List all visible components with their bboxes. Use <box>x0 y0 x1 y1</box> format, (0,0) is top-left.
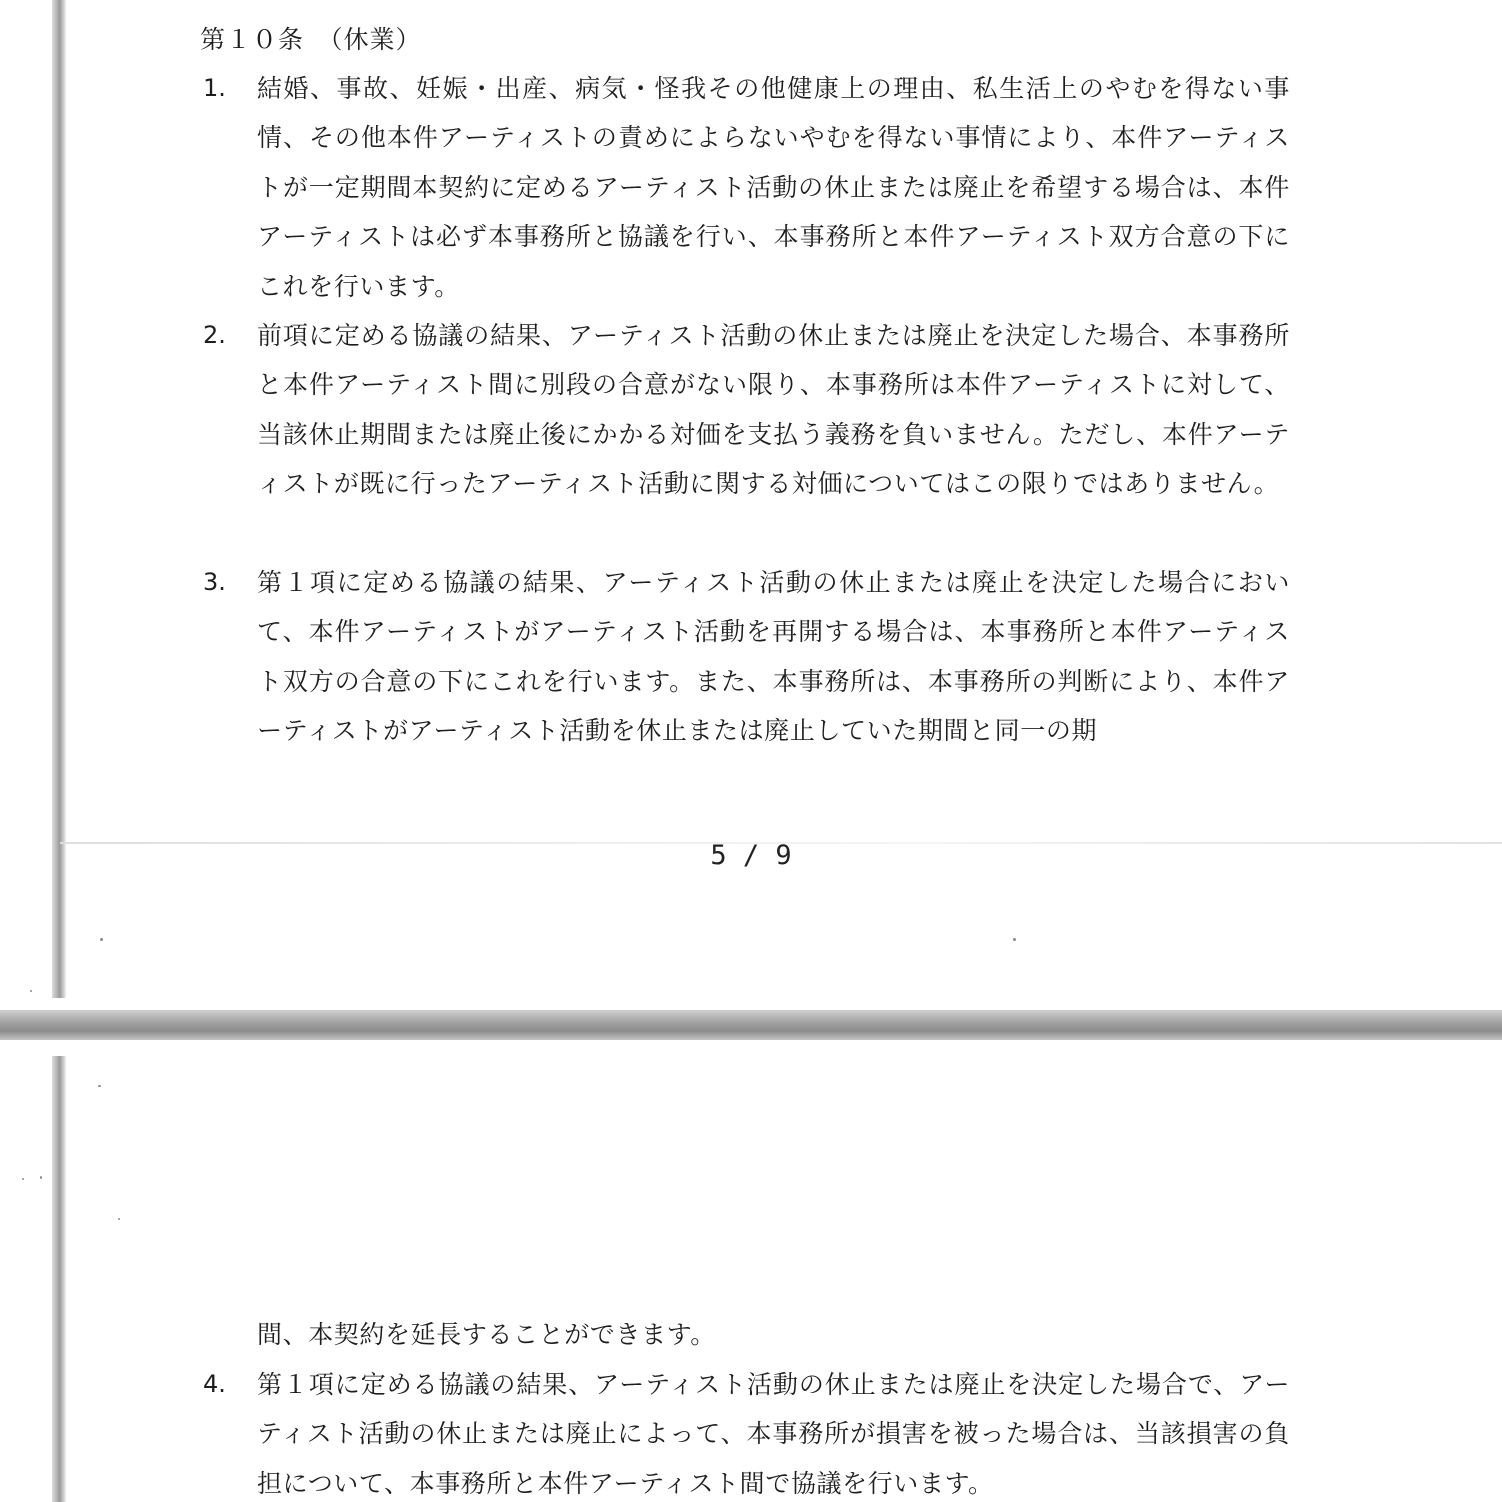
clause-text: 第１項に定める協議の結果、アーティスト活動の休止または廃止を決定した場合で、アーティスト活動の休止または廃止によって、本事務所が損害を被った場合は、当該損害の負担について、本事務所と本件アーティスト間で協議を行います。 <box>257 1370 1290 1498</box>
clause-3-continuation <box>200 1310 1290 1359</box>
clause-4 <box>200 1360 1290 1502</box>
page-number: 5 / 9 <box>710 840 792 871</box>
clause-text: 結婚、事故、妊娠・出産、病気・怪我その他健康上の理由、私生活上のやむを得ない事情、その他本件アーティストの責めによらないやむを得ない事情により、本件アーティストが一定期間本契約に定めるアーティスト活動の休止または廃止を希望する場合は、本件アーティストは必ず本事務所と協議を行い、本事務所と本件アーティスト双方合意の下にこれを行います。 <box>257 74 1290 301</box>
clause-number: 4. <box>203 1370 226 1398</box>
article-title: 第１０条 （休業） <box>200 25 422 54</box>
scan-speck <box>118 1218 120 1220</box>
clause-2 <box>200 311 1290 509</box>
scan-speck <box>98 1085 101 1087</box>
scan-speck <box>22 1178 24 1180</box>
scan-speck <box>30 990 32 992</box>
clause-number: 3. <box>203 568 226 596</box>
clause-text: 間、本契約を延長することができます。 <box>257 1320 716 1349</box>
scan-speck <box>100 938 103 941</box>
clause-3 <box>200 558 1290 756</box>
clause-text: 前項に定める協議の結果、アーティスト活動の休止または廃止を決定した場合、本事務所と本件アーティスト間に別段の合意がない限り、本事務所は本件アーティストに対して、当該休止期間または廃止後にかかる対価を支払う義務を負いません。ただし、本件アーティストが既に行ったアーティスト活動に関する対価についてはこの限りではありません。 <box>257 321 1290 499</box>
scan-speck <box>40 1176 42 1179</box>
scan-speck <box>1013 938 1016 941</box>
clause-1 <box>200 64 1290 311</box>
clause-number: 1. <box>203 74 226 102</box>
clause-text: 第１項に定める協議の結果、アーティスト活動の休止または廃止を決定した場合において、本件アーティストがアーティスト活動を再開する場合は、本事務所と本件アーティスト双方の合意の下にこれを行います。また、本事務所は、本事務所の判断により、本件アーティストがアーティスト活動を休止または廃止していた期間と同一の期 <box>257 568 1290 746</box>
page-separator <box>0 1010 1502 1040</box>
clause-number: 2. <box>203 321 226 349</box>
binding-shadow <box>52 1056 66 1502</box>
